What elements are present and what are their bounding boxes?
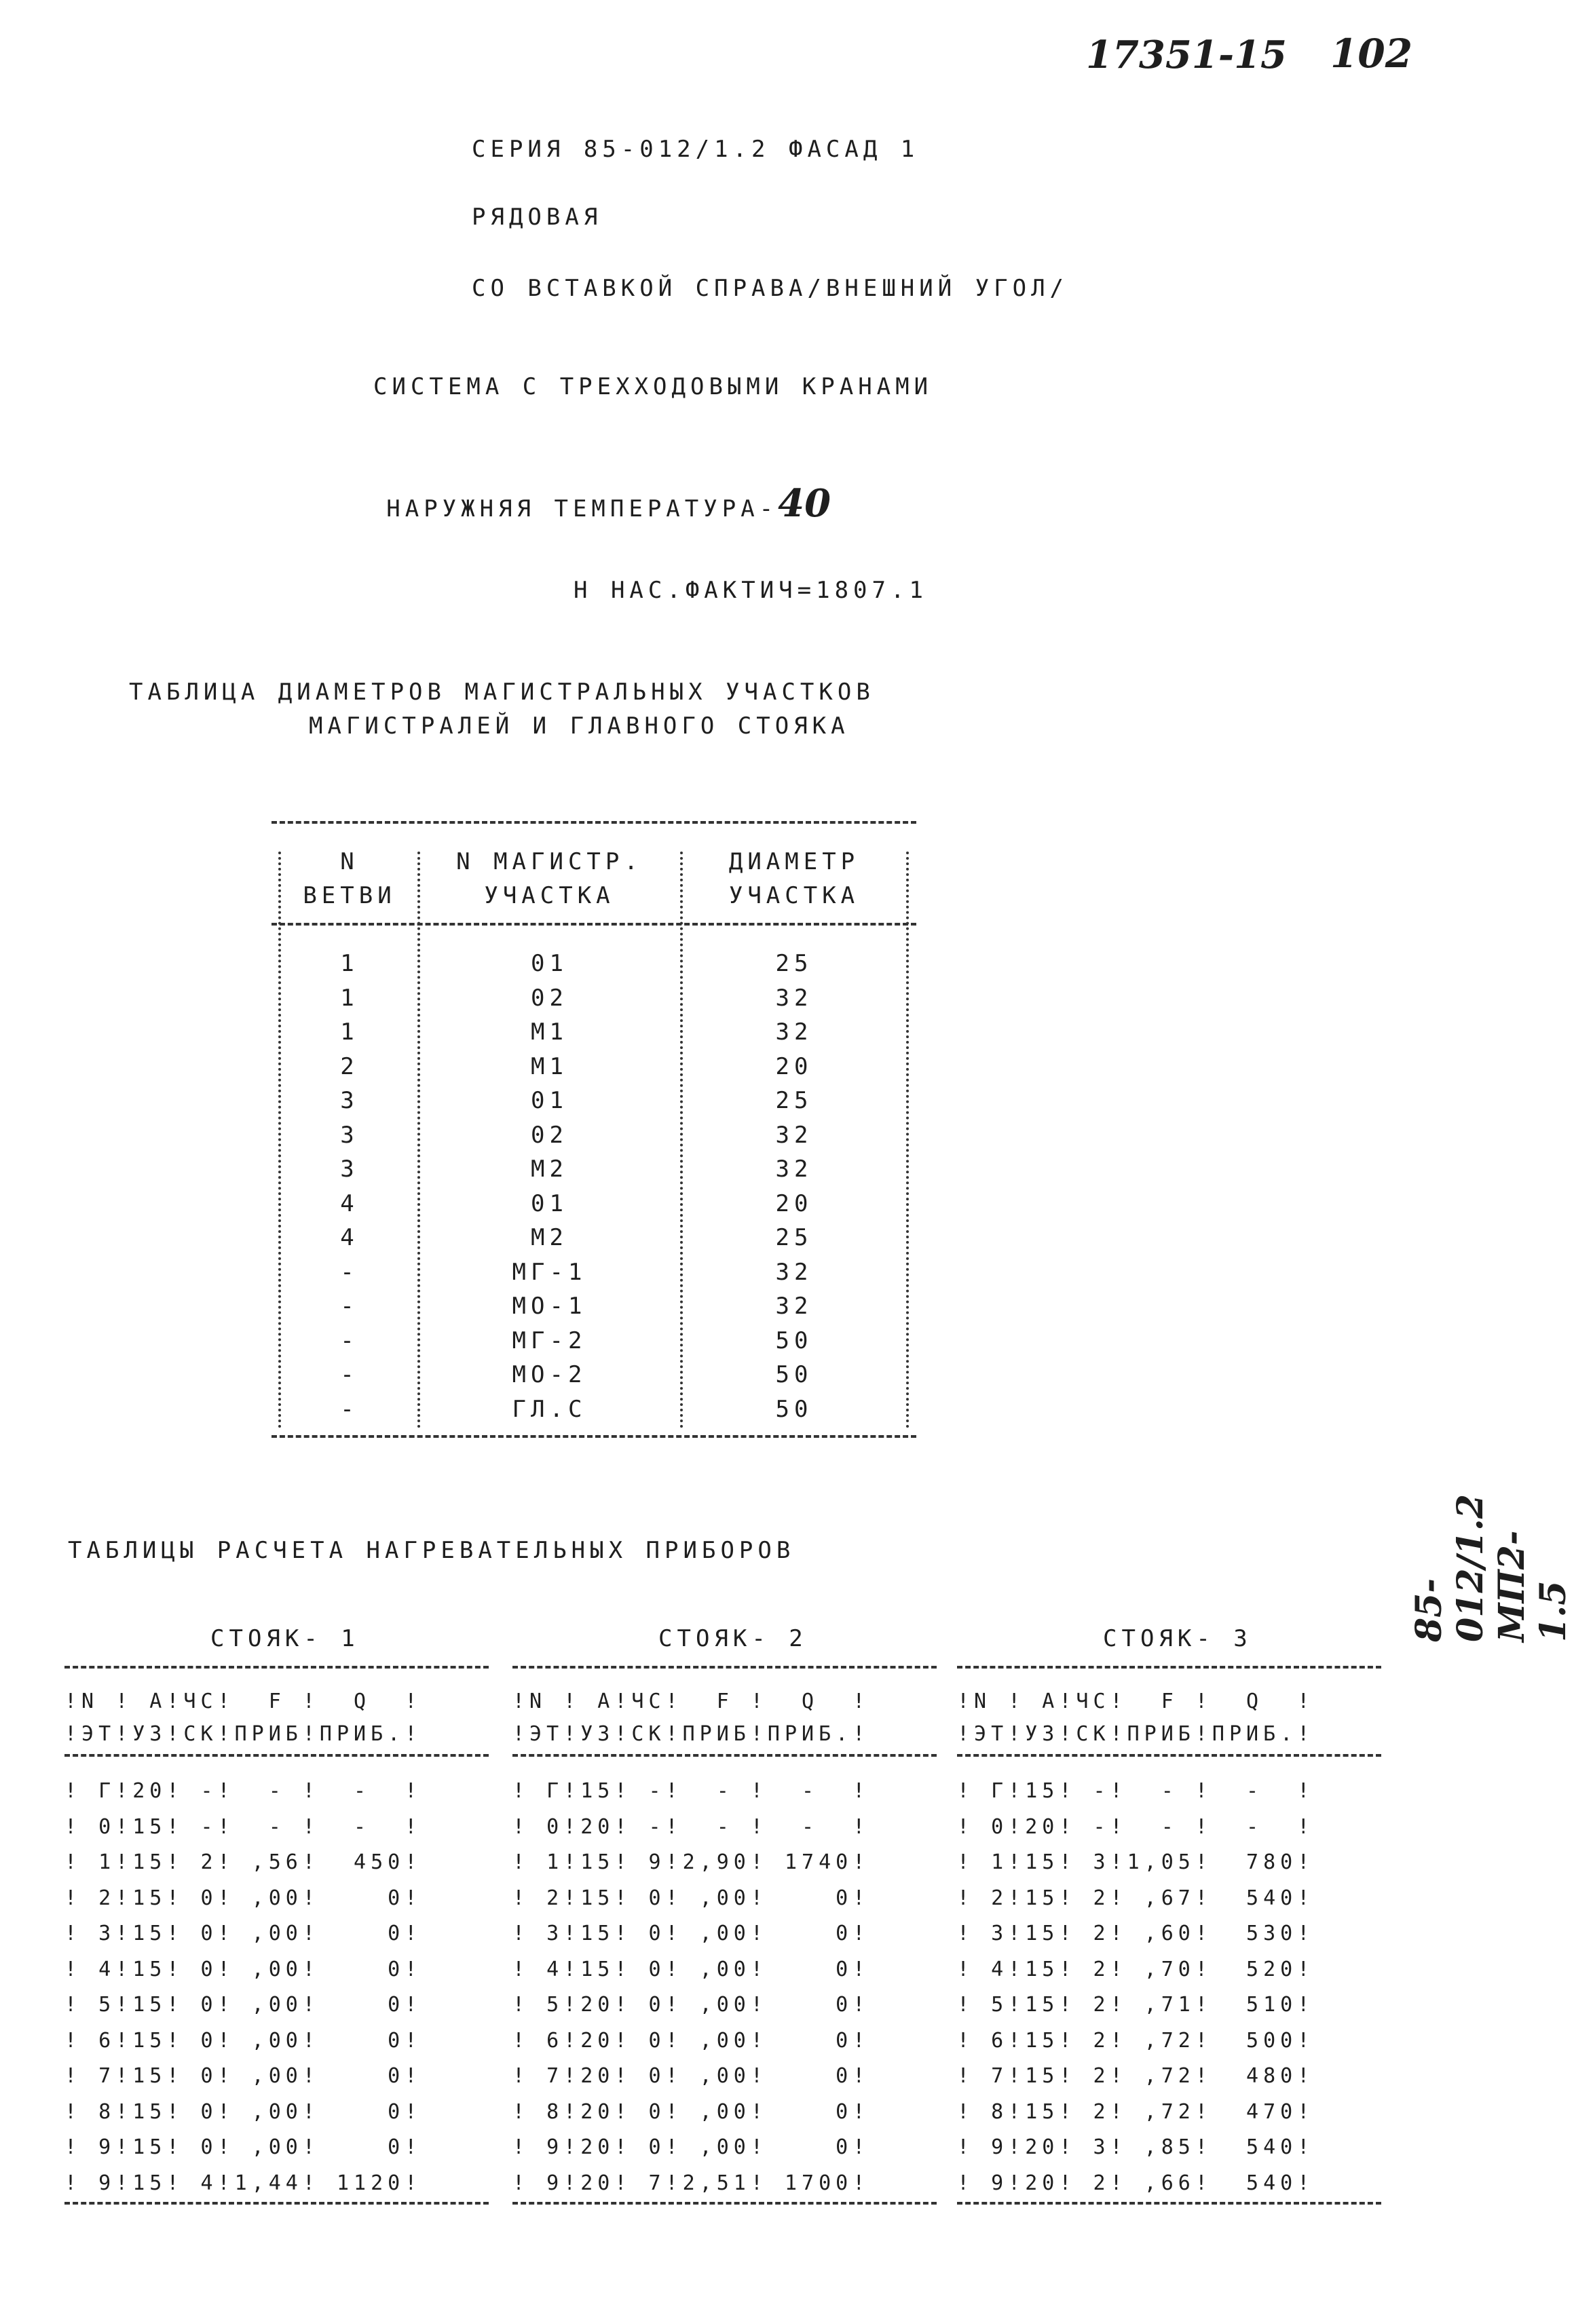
riser-header-line-1: !N ! А!ЧС! F ! Q !: [957, 1690, 1315, 1713]
riser-row: ! Г!15! -! - ! - !: [512, 1779, 870, 1803]
riser-row: ! 2!15! 2! ,67! 540!: [957, 1886, 1315, 1910]
riser-title: СТОЯК- 3: [1103, 1625, 1252, 1652]
page-reference: 17351-15: [1086, 33, 1287, 77]
riser-title: СТОЯК- 2: [658, 1625, 808, 1652]
riser-row: ! 2!15! 0! ,00! 0!: [512, 1886, 870, 1910]
col-branch-header-1: N: [340, 848, 359, 875]
page-number: 102: [1330, 31, 1413, 77]
table-bottom-rule: [271, 1435, 916, 1438]
riser-rule-1: [512, 1666, 937, 1669]
diameter-row-branch: 1: [340, 1018, 359, 1046]
diameters-table: [271, 814, 916, 1445]
riser-rule-3: [957, 2202, 1381, 2205]
diameter-row-branch: 3: [340, 1121, 359, 1149]
diameter-row-segment: М1: [531, 1018, 568, 1046]
riser-row: ! 5!15! 2! ,71! 510!: [957, 1993, 1315, 2017]
riser-header-line-1: !N ! А!ЧС! F ! Q !: [512, 1690, 870, 1713]
riser-row: ! 2!15! 0! ,00! 0!: [64, 1886, 422, 1910]
riser-row: ! 9!20! 0! ,00! 0!: [512, 2135, 870, 2159]
diameter-row-diameter: 50: [775, 1327, 813, 1354]
diameter-row-segment: 01: [531, 1189, 568, 1217]
diameter-row-segment: 01: [531, 950, 568, 977]
riser-row: ! 3!15! 0! ,00! 0!: [64, 1922, 422, 1945]
riser-rule-3: [512, 2202, 937, 2205]
riser-row: ! 6!15! 0! ,00! 0!: [64, 2028, 422, 2053]
outdoor-temperature-label: НАРУЖНЯЯ ТЕМПЕРАТУРА-: [386, 495, 779, 522]
diameter-row-segment: М2: [531, 1224, 568, 1251]
table-right-border: [906, 852, 909, 1428]
diameter-row-diameter: 25: [775, 1087, 813, 1114]
riser-row: ! 5!15! 0! ,00! 0!: [64, 1993, 422, 2017]
diameter-row-segment: МО-1: [512, 1293, 587, 1320]
col-branch-header-2: ВЕТВИ: [303, 882, 396, 909]
diameter-row-branch: 4: [340, 1224, 359, 1251]
riser-row: ! 3!15! 2! ,60! 530!: [957, 1922, 1315, 1945]
diameter-row-diameter: 32: [775, 1293, 813, 1320]
system-line: СИСТЕМА С ТРЕХХОДОВЫМИ КРАНАМИ: [373, 373, 933, 400]
table-left-border: [278, 852, 281, 1428]
side-stamp: 85-012/1.2 МП2-1.5: [1408, 1493, 1574, 1642]
riser-rule-2: [957, 1754, 1381, 1757]
col-segment-header-2: УЧАСТКА: [484, 882, 615, 909]
diameter-row-branch: 4: [340, 1189, 359, 1217]
diameters-table-title: ТАБЛИЦА ДИАМЕТРОВ МАГИСТРАЛЬНЫХ УЧАСТКОВ: [129, 679, 875, 706]
riser-row: ! 4!15! 0! ,00! 0!: [64, 1957, 422, 1981]
diameter-row-segment: 02: [531, 984, 568, 1012]
table-col-sep-2: [680, 852, 683, 1428]
table-header-rule: [271, 923, 916, 926]
riser-header-line-2: !ЭТ!УЗ!СК!ПРИБ!ПРИБ.!: [64, 1722, 422, 1746]
col-segment-header-1: N МАГИСТР.: [456, 848, 643, 875]
diameter-row-segment: 01: [531, 1087, 568, 1114]
outdoor-temperature-line: [373, 468, 831, 526]
diameter-row-diameter: 32: [775, 1121, 813, 1149]
riser-rule-2: [512, 1754, 937, 1757]
riser-row: ! 5!20! 0! ,00! 0!: [512, 1993, 870, 2017]
riser-title: СТОЯК- 1: [210, 1625, 360, 1652]
diameter-row-branch: -: [340, 1327, 359, 1354]
diameter-row-segment: М1: [531, 1052, 568, 1080]
riser-rule-1: [957, 1666, 1381, 1669]
riser-row: ! 9!20! 2! ,66! 540!: [957, 2171, 1315, 2195]
diameter-row-diameter: 32: [775, 984, 813, 1012]
diameter-row-segment: МГ-2: [512, 1327, 587, 1354]
riser-row: ! 7!15! 2! ,72! 480!: [957, 2064, 1315, 2088]
diameter-row-branch: 1: [340, 950, 359, 977]
diameter-row-diameter: 50: [775, 1361, 813, 1388]
heaters-title: ТАБЛИЦЫ РАСЧЕТА НАГРЕВАТЕЛЬНЫХ ПРИБОРОВ: [68, 1537, 795, 1564]
diameter-row-branch: -: [340, 1361, 359, 1388]
diameter-row-branch: 2: [340, 1052, 359, 1080]
riser-row: ! 1!15! 3!1,05! 780!: [957, 1850, 1315, 1874]
table-top-rule: [271, 821, 916, 824]
riser-row: ! 4!15! 0! ,00! 0!: [512, 1957, 870, 1981]
riser-header-line-1: !N ! А!ЧС! F ! Q !: [64, 1690, 422, 1713]
diameter-row-segment: МО-2: [512, 1361, 587, 1388]
riser-row: ! 8!15! 2! ,72! 470!: [957, 2099, 1315, 2124]
diameter-row-diameter: 25: [775, 950, 813, 977]
type-line: РЯДОВАЯ: [472, 204, 603, 231]
riser-row: ! 4!15! 2! ,70! 520!: [957, 1957, 1315, 1981]
diameter-row-diameter: 20: [775, 1052, 813, 1080]
pressure-line: Н НАС.ФАКТИЧ=1807.1: [574, 577, 928, 604]
riser-row: ! 7!15! 0! ,00! 0!: [64, 2064, 422, 2088]
diameter-row-diameter: 50: [775, 1395, 813, 1423]
riser-row: ! 6!20! 0! ,00! 0!: [512, 2028, 870, 2053]
diameter-row-diameter: 32: [775, 1156, 813, 1183]
series-line: СЕРИЯ 85-012/1.2 ФАСАД 1: [472, 136, 920, 163]
riser-row: ! Г!20! -! - ! - !: [64, 1779, 422, 1803]
riser-row: ! 3!15! 0! ,00! 0!: [512, 1922, 870, 1945]
diameter-row-segment: 02: [531, 1121, 568, 1149]
riser-row: ! 1!15! 9!2,90! 1740!: [512, 1850, 870, 1874]
diameter-row-branch: -: [340, 1258, 359, 1286]
col-diameter-header-2: УЧАСТКА: [728, 882, 860, 909]
diameter-row-branch: 3: [340, 1087, 359, 1114]
col-diameter-header-1: ДИАМЕТР: [728, 848, 860, 875]
table-col-sep-1: [417, 852, 420, 1428]
riser-row: ! 9!15! 4!1,44! 1120!: [64, 2171, 422, 2195]
riser-header-line-2: !ЭТ!УЗ!СК!ПРИБ!ПРИБ.!: [957, 1722, 1315, 1746]
diameter-row-branch: 3: [340, 1156, 359, 1183]
diameter-row-diameter: 32: [775, 1258, 813, 1286]
diameter-row-diameter: 25: [775, 1224, 813, 1251]
diameter-row-segment: М2: [531, 1156, 568, 1183]
outdoor-temperature-value: 40: [778, 481, 831, 526]
riser-header-line-2: !ЭТ!УЗ!СК!ПРИБ!ПРИБ.!: [512, 1722, 870, 1746]
insert-line: СО ВСТАВКОЙ СПРАВА/ВНЕШНИЙ УГОЛ/: [472, 275, 1069, 302]
riser-rule-3: [64, 2202, 489, 2205]
diameter-row-branch: 1: [340, 984, 359, 1012]
diameter-row-branch: -: [340, 1293, 359, 1320]
riser-row: ! 1!15! 2! ,56! 450!: [64, 1850, 422, 1874]
riser-rule-2: [64, 1754, 489, 1757]
riser-row: ! 9!20! 7!2,51! 1700!: [512, 2171, 870, 2195]
diameters-table-subtitle: МАГИСТРАЛЕЙ И ГЛАВНОГО СТОЯКА: [309, 712, 850, 740]
riser-row: ! 0!20! -! - ! - !: [512, 1814, 870, 1839]
diameter-row-diameter: 32: [775, 1018, 813, 1046]
riser-row: ! 8!15! 0! ,00! 0!: [64, 2099, 422, 2124]
riser-row: ! 0!15! -! - ! - !: [64, 1814, 422, 1839]
riser-row: ! Г!15! -! - ! - !: [957, 1779, 1315, 1803]
diameter-row-branch: -: [340, 1395, 359, 1423]
riser-row: ! 9!15! 0! ,00! 0!: [64, 2135, 422, 2159]
riser-row: ! 9!20! 3! ,85! 540!: [957, 2135, 1315, 2159]
riser-row: ! 6!15! 2! ,72! 500!: [957, 2028, 1315, 2053]
riser-rule-1: [64, 1666, 489, 1669]
riser-row: ! 7!20! 0! ,00! 0!: [512, 2064, 870, 2088]
diameter-row-diameter: 20: [775, 1189, 813, 1217]
diameter-row-segment: МГ-1: [512, 1258, 587, 1286]
riser-row: ! 8!20! 0! ,00! 0!: [512, 2099, 870, 2124]
riser-row: ! 0!20! -! - ! - !: [957, 1814, 1315, 1839]
diameter-row-segment: ГЛ.С: [512, 1395, 587, 1423]
